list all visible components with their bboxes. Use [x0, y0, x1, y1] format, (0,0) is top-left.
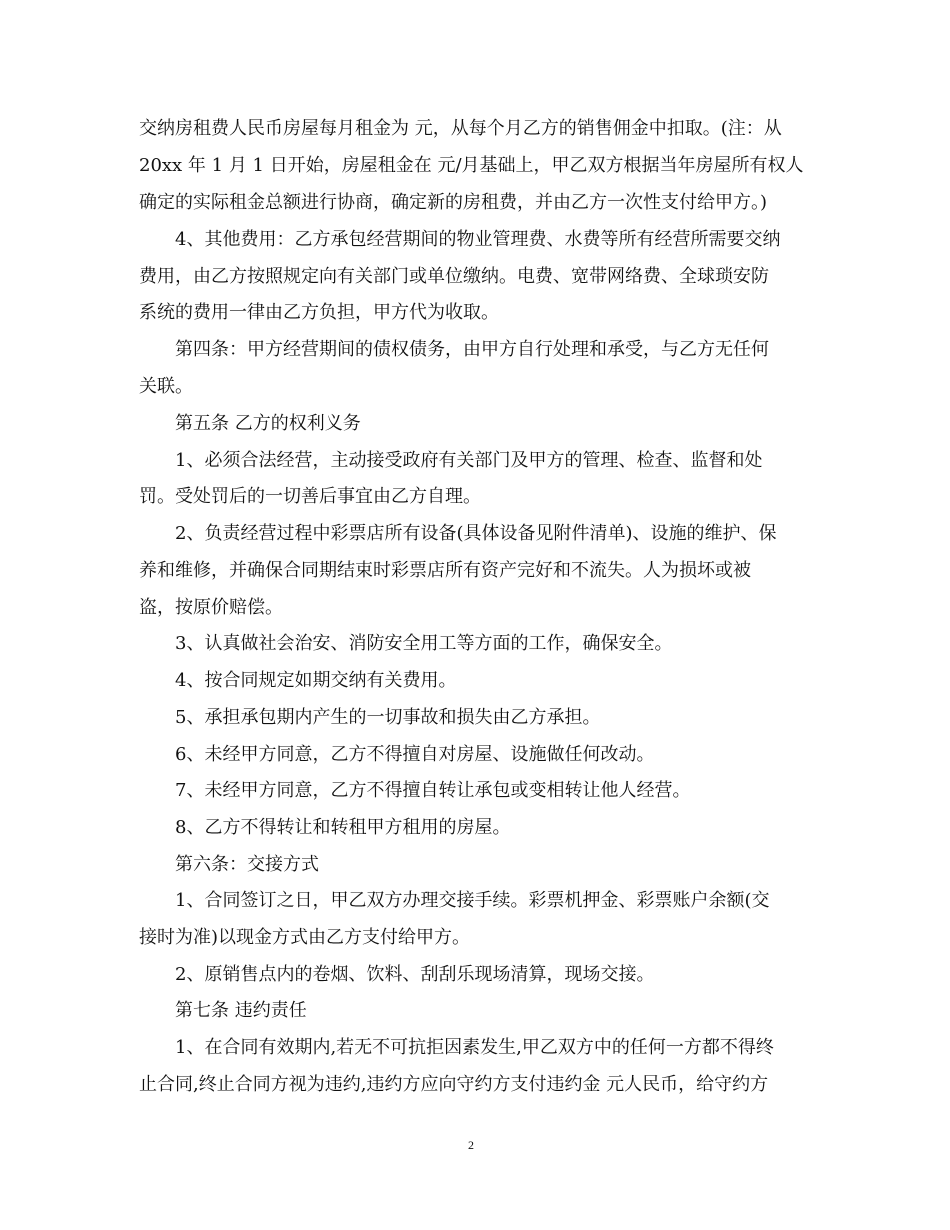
text-line: 交纳房租费人民币房屋每月租金为 元，从每个月乙方的销售佣金中扣取。(注：从 [139, 118, 782, 139]
list-item: 3、认真做社会治安、消防安全用工等方面的工作，确保安全。 [175, 633, 673, 654]
text-line: 止合同,终止合同方视为违约,违约方应向守约方支付违约金 元人民币，给守约方 [139, 1074, 769, 1095]
text-line: 系统的费用一律由乙方负担，甲方代为收取。 [139, 302, 499, 323]
text-line: 罚。受处罚后的一切善后事宜由乙方自理。 [139, 486, 481, 507]
text-line: 关联。 [139, 376, 193, 397]
list-item: 1、在合同有效期内,若无不可抗拒因素发生,甲乙双方中的任何一方都不得终 [175, 1037, 774, 1058]
list-item: 1、必须合法经营，主动接受政府有关部门及甲方的管理、检查、监督和处 [175, 450, 763, 471]
section-heading: 第六条：交接方式 [175, 854, 319, 875]
list-item: 4、按合同规定如期交纳有关费用。 [175, 670, 457, 691]
text-line: 盗，按原价赔偿。 [139, 597, 283, 618]
section-heading: 第五条 乙方的权利义务 [175, 413, 361, 434]
list-item: 2、原销售点内的卷烟、饮料、刮刮乐现场清算，现场交接。 [175, 964, 655, 985]
text-line: 接时为准)以现金方式由乙方支付给甲方。 [139, 927, 471, 948]
list-item: 5、承担承包期内产生的一切事故和损失由乙方承担。 [175, 707, 601, 728]
text-line: 20xx 年 1 月 1 日开始，房屋租金在 元/月基础上，甲乙双方根据当年房屋所有权人 [139, 155, 804, 176]
text-line: 确定的实际租金总额进行协商，确定新的房租费，并由乙方一次性支付给甲方。) [139, 192, 768, 213]
text-line: 养和维修，并确保合同期结束时彩票店所有资产完好和不流失。人为损坏或被 [139, 560, 751, 581]
list-item: 1、合同签订之日，甲乙双方办理交接手续。彩票机押金、彩票账户余额(交 [175, 890, 770, 911]
text-line: 4、其他费用：乙方承包经营期间的物业管理费、水费等所有经营所需要交纳 [175, 229, 781, 250]
list-item: 2、负责经营过程中彩票店所有设备(具体设备见附件清单)、设施的维护、保 [175, 523, 777, 544]
page-number: 2 [468, 1138, 474, 1152]
text-line: 费用，由乙方按照规定向有关部门或单位缴纳。电费、宽带网络费、全球琐安防 [139, 266, 769, 287]
list-item: 7、未经甲方同意，乙方不得擅自转让承包或变相转让他人经营。 [175, 780, 691, 801]
section-heading: 第七条 违约责任 [175, 1000, 307, 1021]
list-item: 8、乙方不得转让和转租甲方租用的房屋。 [175, 817, 511, 838]
list-item: 6、未经甲方同意，乙方不得擅自对房屋、设施做任何改动。 [175, 744, 655, 765]
text-line: 第四条：甲方经营期间的债权债务，由甲方自行处理和承受，与乙方无任何 [175, 339, 769, 360]
